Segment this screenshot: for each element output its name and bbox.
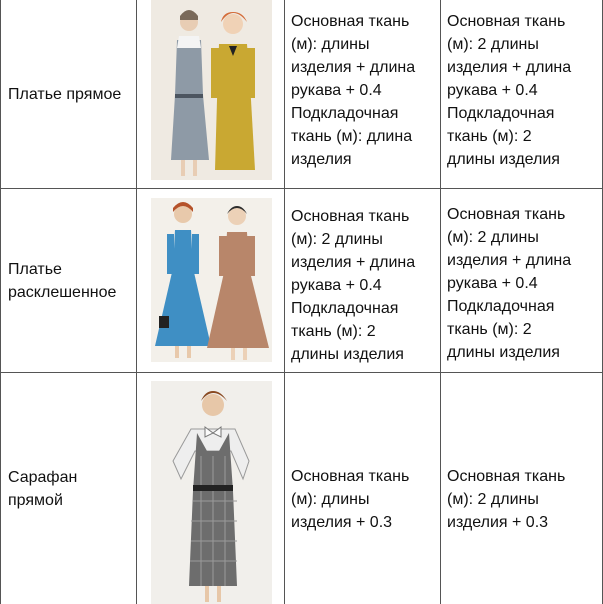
straight-dress-illustration — [151, 0, 272, 180]
grid-line — [136, 0, 137, 604]
dress-name: Сарафан прямой — [8, 468, 78, 509]
row-2-name — [0, 189, 136, 372]
row-3-name — [0, 373, 136, 604]
row-2-col-1: Основная ткань (м): 2 длины изделия + длина рукава + 0.4 Подкладочная ткань (м): 2 длины изделия — [291, 208, 416, 363]
row-3-col-1: Основная ткань (м): длины изделия + 0.3 — [291, 468, 410, 531]
row-1-col-1: Основная ткань (м): длины изделия + длина рукава + 0.4 Подкладочная ткань (м): длина изделия — [291, 13, 416, 168]
row-1-name — [0, 0, 136, 188]
row-3-col-2: Основная ткань (м): 2 длины изделия + 0.3 — [447, 468, 566, 531]
sarafan-illustration — [151, 381, 272, 604]
row-2-col-2: Основная ткань (м): 2 длины изделия + длина рукава + 0.4 Подкладочная ткань (м): 2 длины изделия — [447, 206, 572, 361]
dress-name: Платье прямое — [8, 85, 122, 103]
row-1-col-2: Основная ткань (м): 2 длины изделия + длина рукава + 0.4 Подкладочная ткань (м): 2 длины изделия — [447, 13, 572, 168]
dress-name: Платье расклешенное — [8, 260, 117, 301]
flared-dress-illustration — [151, 198, 272, 362]
